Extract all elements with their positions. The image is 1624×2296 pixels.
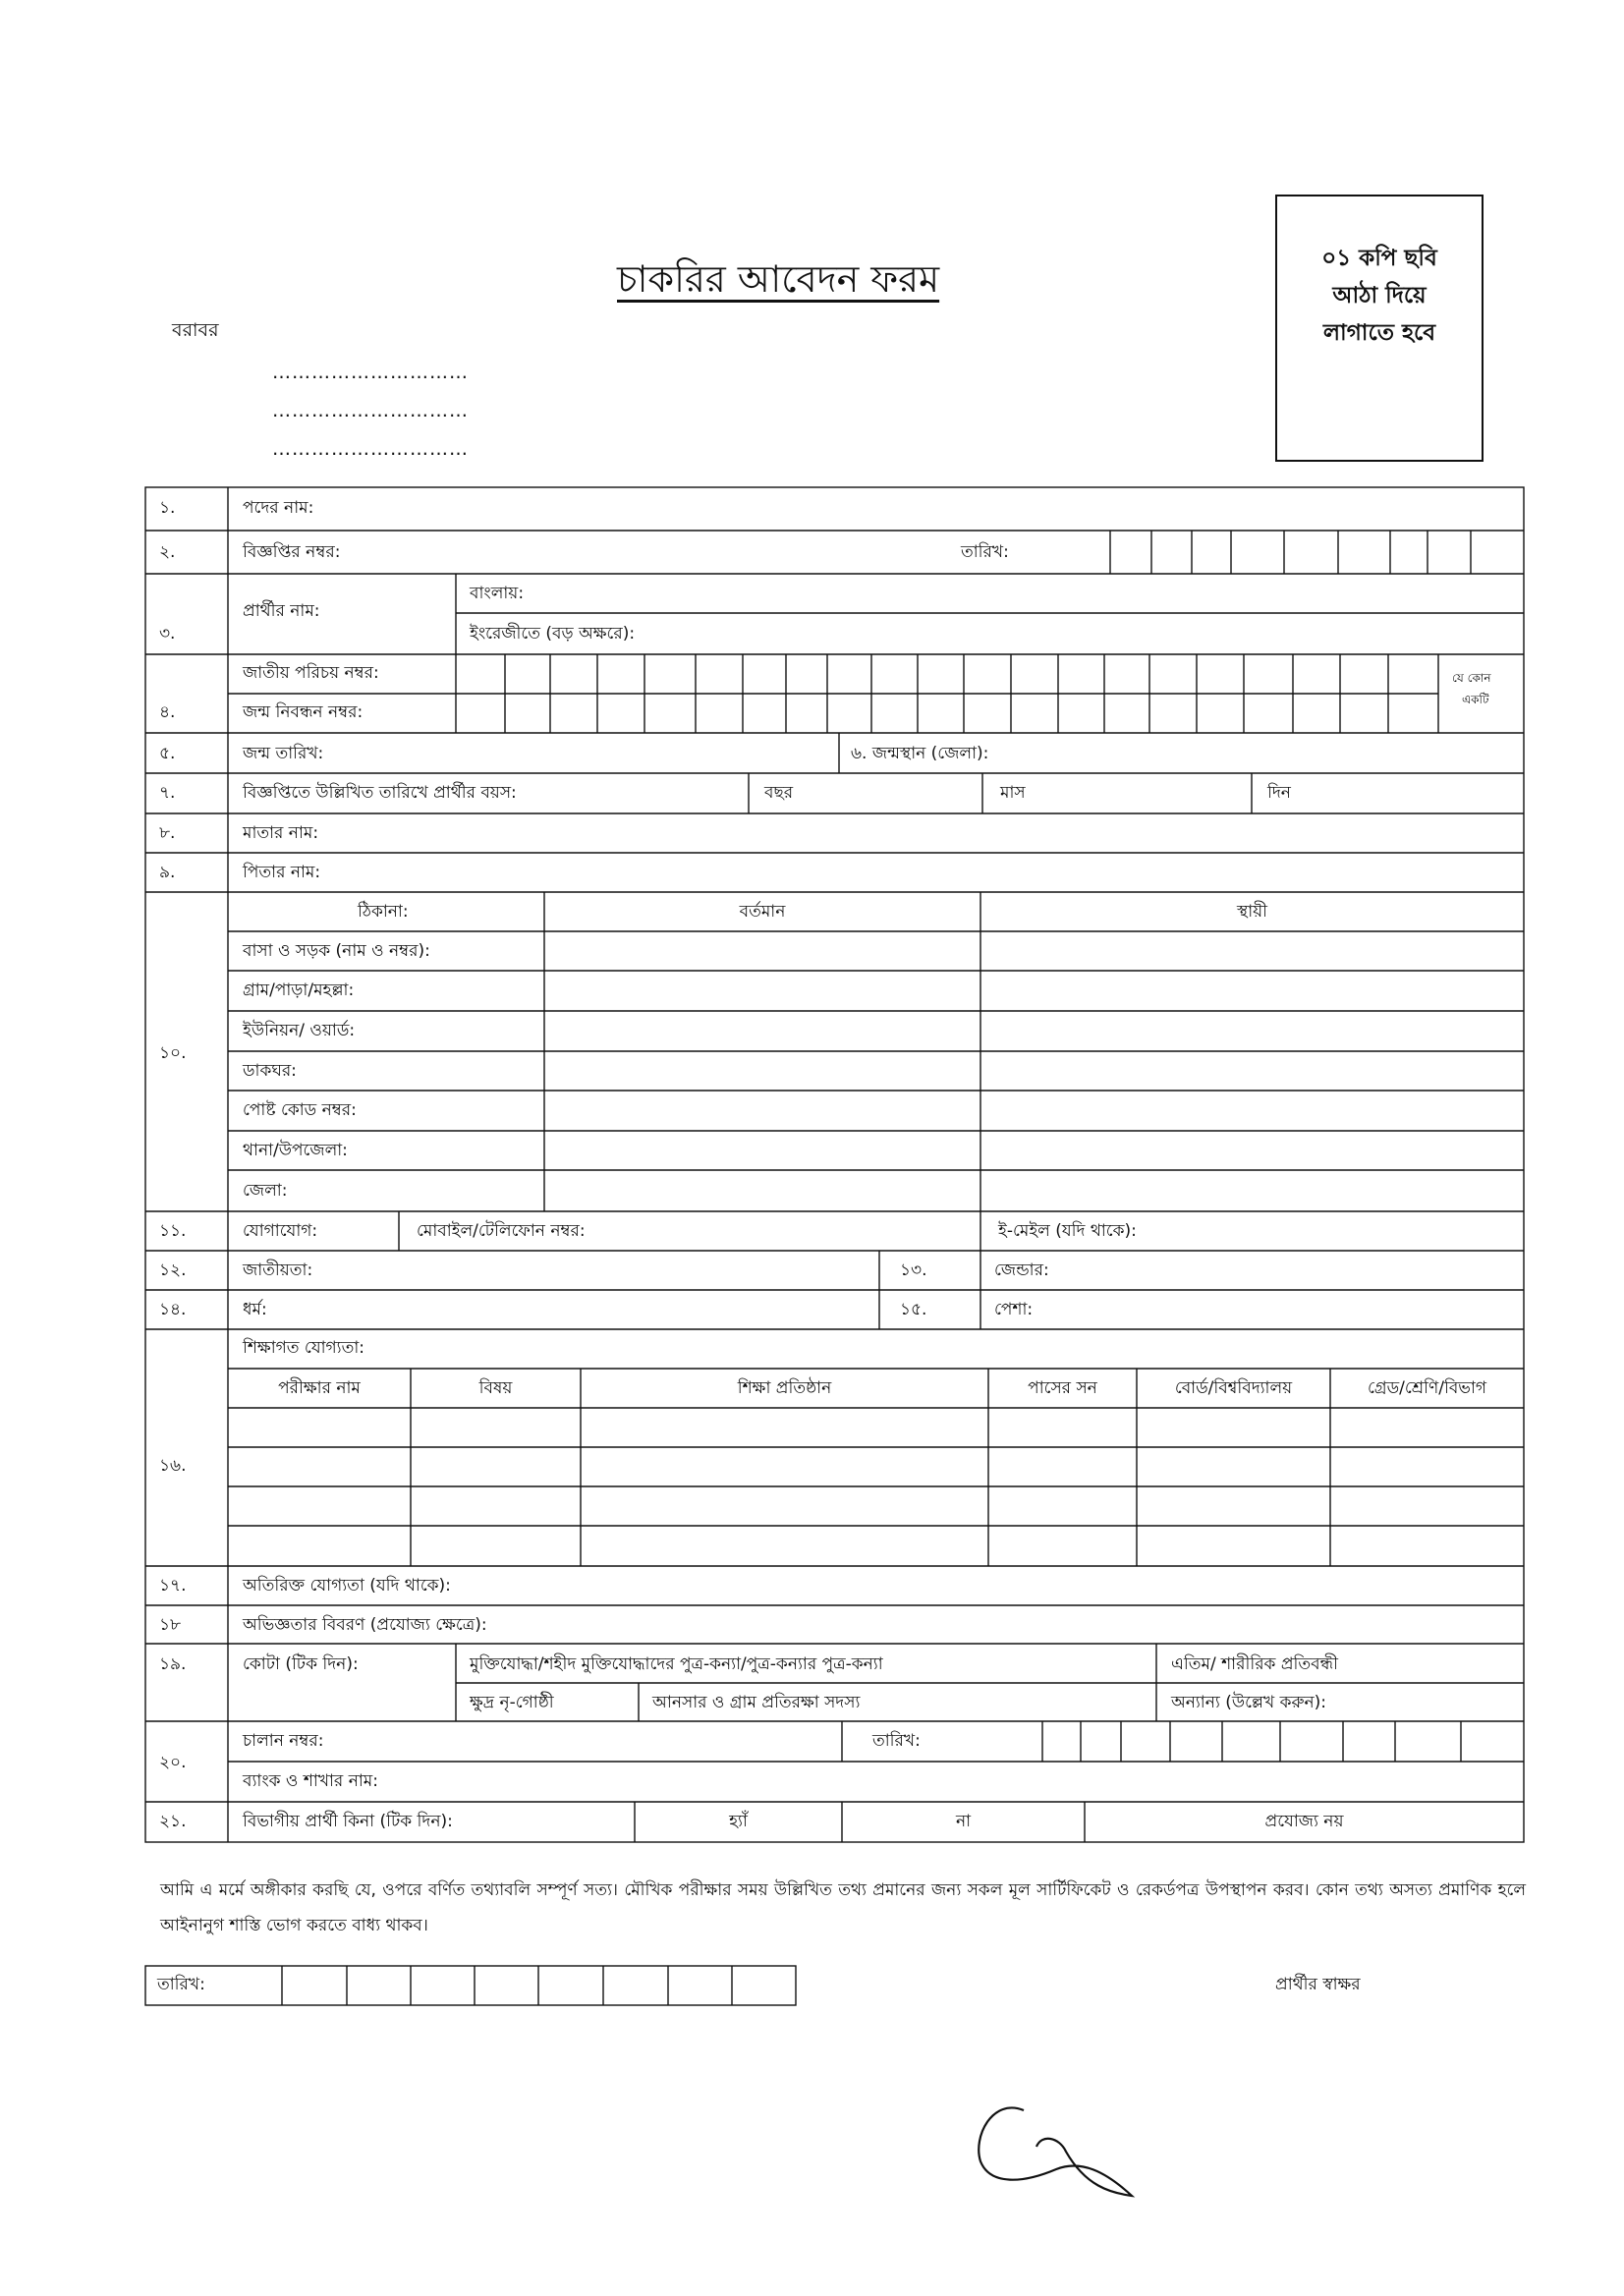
challan-date-label: তারিখ: — [872, 1731, 921, 1751]
religion-label: ধর্ম: — [243, 1300, 267, 1319]
row-9-number: ৯. — [159, 863, 176, 882]
mother-name-label: মাতার নাম: — [243, 823, 319, 843]
address-union: ইউনিয়ন/ ওয়ার্ড: — [243, 1021, 356, 1040]
age-label: বিজ্ঞপ্তিতে উল্লিখিত তারিখে প্রার্থীর বয়স: — [243, 783, 517, 803]
row-7-number: ৭. — [159, 783, 176, 803]
father-name-label: পিতার নাম: — [243, 863, 321, 882]
photo-text-3: লাগাতে হবে — [1322, 320, 1436, 346]
row-12-number: ১২. — [159, 1260, 187, 1280]
quota-freedom-fighter[interactable]: মুক্তিযোদ্ধা/শহীদ মুক্তিযোদ্ধাদের পুত্র-কন্যা/পুত্র-কন্যার পুত্র-কন্যা — [470, 1654, 883, 1674]
edu-header-board: বোর্ড/বিশ্ববিদ্যালয় — [1174, 1378, 1293, 1398]
row-15-number: ১৫. — [900, 1300, 927, 1319]
recipient-line-1[interactable]: ………………………… — [272, 362, 469, 383]
row-18-number: ১৮ — [159, 1615, 182, 1635]
post-name-label: পদের নাম: — [243, 498, 314, 518]
birth-reg-label: জন্ম নিবন্ধন নম্বর: — [243, 702, 364, 722]
footer-date-label: তারিখ: — [157, 1975, 205, 1994]
declaration-text: আমি এ মর্মে অঙ্গীকার করছি যে, ওপরে বর্ণিত তথ্যাবলি সম্পূর্ণ সত্য। মৌখিক পরীক্ষার সময় উল্লিখিত তথ্য প্রমানের জন্য সকল মূল সার্টিফিকেট ও রেকর্ডপত্র উপস্থাপন করব। কোন তথ্য অসত্য প্রমাণিক হলে আইনানুগ শাস্তি ভোগ করতে বাধ্য থাকব। — [160, 1880, 1526, 1935]
advert-date-label: তারিখ: — [961, 542, 1009, 562]
name-english-label: ইংরেজীতে (বড় অক্ষরে): — [470, 624, 636, 644]
permanent-address-header: স্থায়ী — [1236, 902, 1268, 922]
applicant-signature-label: প্রার্থীর স্বাক্ষর — [1275, 1975, 1361, 1994]
any-one-note-1: যে কোন — [1452, 671, 1491, 685]
form-border — [145, 487, 1524, 1842]
age-month-label: মাস — [1000, 783, 1026, 803]
address-village: গ্রাম/পাড়া/মহল্লা: — [243, 980, 355, 1000]
age-day-label: দিন — [1267, 783, 1291, 803]
departmental-candidate-label: বিভাগীয় প্রার্থী কিনা (টিক দিন): — [243, 1812, 453, 1831]
row-16-number: ১৬. — [159, 1456, 187, 1476]
quota-other[interactable]: অন্যান্য (উল্লেখ করুন): — [1171, 1693, 1327, 1712]
row-10-number: ১০. — [159, 1043, 187, 1063]
row-19-number: ১৯. — [159, 1654, 187, 1674]
edu-header-subject: বিষয় — [478, 1378, 513, 1398]
photo-text-2: আঠা দিয়ে — [1332, 283, 1427, 308]
row-21-number: ২১. — [159, 1812, 187, 1831]
form-title: চাকরির আবেদন ফরম — [617, 257, 940, 301]
mobile-label: মোবাইল/টেলিফোন নম্বর: — [417, 1221, 586, 1241]
address-post-office: ডাকঘর: — [243, 1061, 297, 1081]
row-1-number: ১. — [159, 498, 176, 518]
birth-date-label: জন্ম তারিখ: — [243, 744, 324, 763]
row-14-number: ১৪. — [159, 1300, 187, 1319]
signature-scribble — [979, 2107, 1132, 2196]
address-thana: থানা/উপজেলা: — [243, 1141, 348, 1160]
nid-label: জাতীয় পরিচয় নম্বর: — [243, 663, 379, 683]
gender-label: জেন্ডার: — [994, 1260, 1049, 1280]
quota-orphan-disabled[interactable]: এতিম/ শারীরিক প্রতিবন্ধী — [1171, 1654, 1338, 1674]
row-5-number: ৫. — [159, 744, 176, 763]
departmental-na-option[interactable]: প্রযোজ্য নয় — [1264, 1812, 1344, 1831]
row-11-number: ১১. — [159, 1221, 187, 1241]
row-20-number: ২০. — [159, 1753, 187, 1772]
departmental-yes-option[interactable]: হ্যাঁ — [729, 1812, 748, 1831]
address-header: ঠিকানা: — [358, 902, 409, 922]
row-13-number: ১৩. — [900, 1260, 927, 1280]
name-bangla-label: বাংলায়: — [470, 584, 525, 603]
experience-label: অভিজ্ঞতার বিবরণ (প্রযোজ্য ক্ষেত্রে): — [243, 1615, 487, 1635]
quota-ansar-vdp[interactable]: আনসার ও গ্রাম প্রতিরক্ষা সদস্য — [652, 1693, 861, 1712]
contact-label: যোগাযোগ: — [243, 1221, 318, 1241]
address-house-road: বাসা ও সড়ক (নাম ও নম্বর): — [243, 941, 430, 961]
occupation-label: পেশা: — [994, 1300, 1034, 1319]
quota-label: কোটা (টিক দিন): — [243, 1654, 359, 1674]
row-4-number: ৪. — [159, 702, 176, 722]
row-2-number: ২. — [159, 542, 176, 562]
nationality-label: জাতীয়তা: — [243, 1260, 313, 1280]
row-3-number: ৩. — [159, 624, 176, 644]
recipient-line-3[interactable]: ………………………… — [272, 438, 469, 460]
edu-header-exam: পরীক্ষার নাম — [278, 1378, 361, 1398]
extra-qualification-label: অতিরিক্ত যোগ্যতা (যদি থাকে): — [243, 1576, 451, 1596]
photo-text-1: ০১ কপি ছবি — [1321, 246, 1437, 271]
birthplace-label: ৬. জন্মস্থান (জেলা): — [851, 744, 989, 763]
challan-number-label: চালান নম্বর: — [243, 1731, 324, 1751]
edu-header-grade: গ্রেড/শ্রেণি/বিভাগ — [1367, 1378, 1487, 1398]
bank-branch-label: ব্যাংক ও শাখার নাম: — [243, 1771, 378, 1791]
row-17-number: ১৭. — [159, 1576, 187, 1596]
advert-number-label: বিজ্ঞপ্তির নম্বর: — [243, 542, 341, 562]
to-label: বরাবর — [172, 319, 219, 341]
any-one-note-2: একটি — [1462, 693, 1489, 706]
recipient-line-2[interactable]: ………………………… — [272, 400, 469, 421]
age-year-label: বছর — [764, 783, 794, 803]
row-8-number: ৮. — [159, 823, 176, 843]
education-label: শিক্ষাগত যোগ্যতা: — [243, 1338, 365, 1358]
present-address-header: বর্তমান — [739, 902, 786, 922]
edu-header-institution: শিক্ষা প্রতিষ্ঠান — [737, 1378, 832, 1398]
quota-ethnic-minority[interactable]: ক্ষুদ্র নৃ-গোষ্ঠী — [470, 1693, 554, 1712]
email-label: ই-মেইল (যদি থাকে): — [998, 1221, 1137, 1241]
departmental-no-option[interactable]: না — [955, 1812, 972, 1831]
address-district: জেলা: — [243, 1181, 288, 1201]
address-post-code: পোষ্ট কোড নম্বর: — [243, 1100, 357, 1120]
applicant-name-label: প্রার্থীর নাম: — [243, 601, 320, 621]
edu-header-year: পাসের সন — [1028, 1378, 1097, 1398]
